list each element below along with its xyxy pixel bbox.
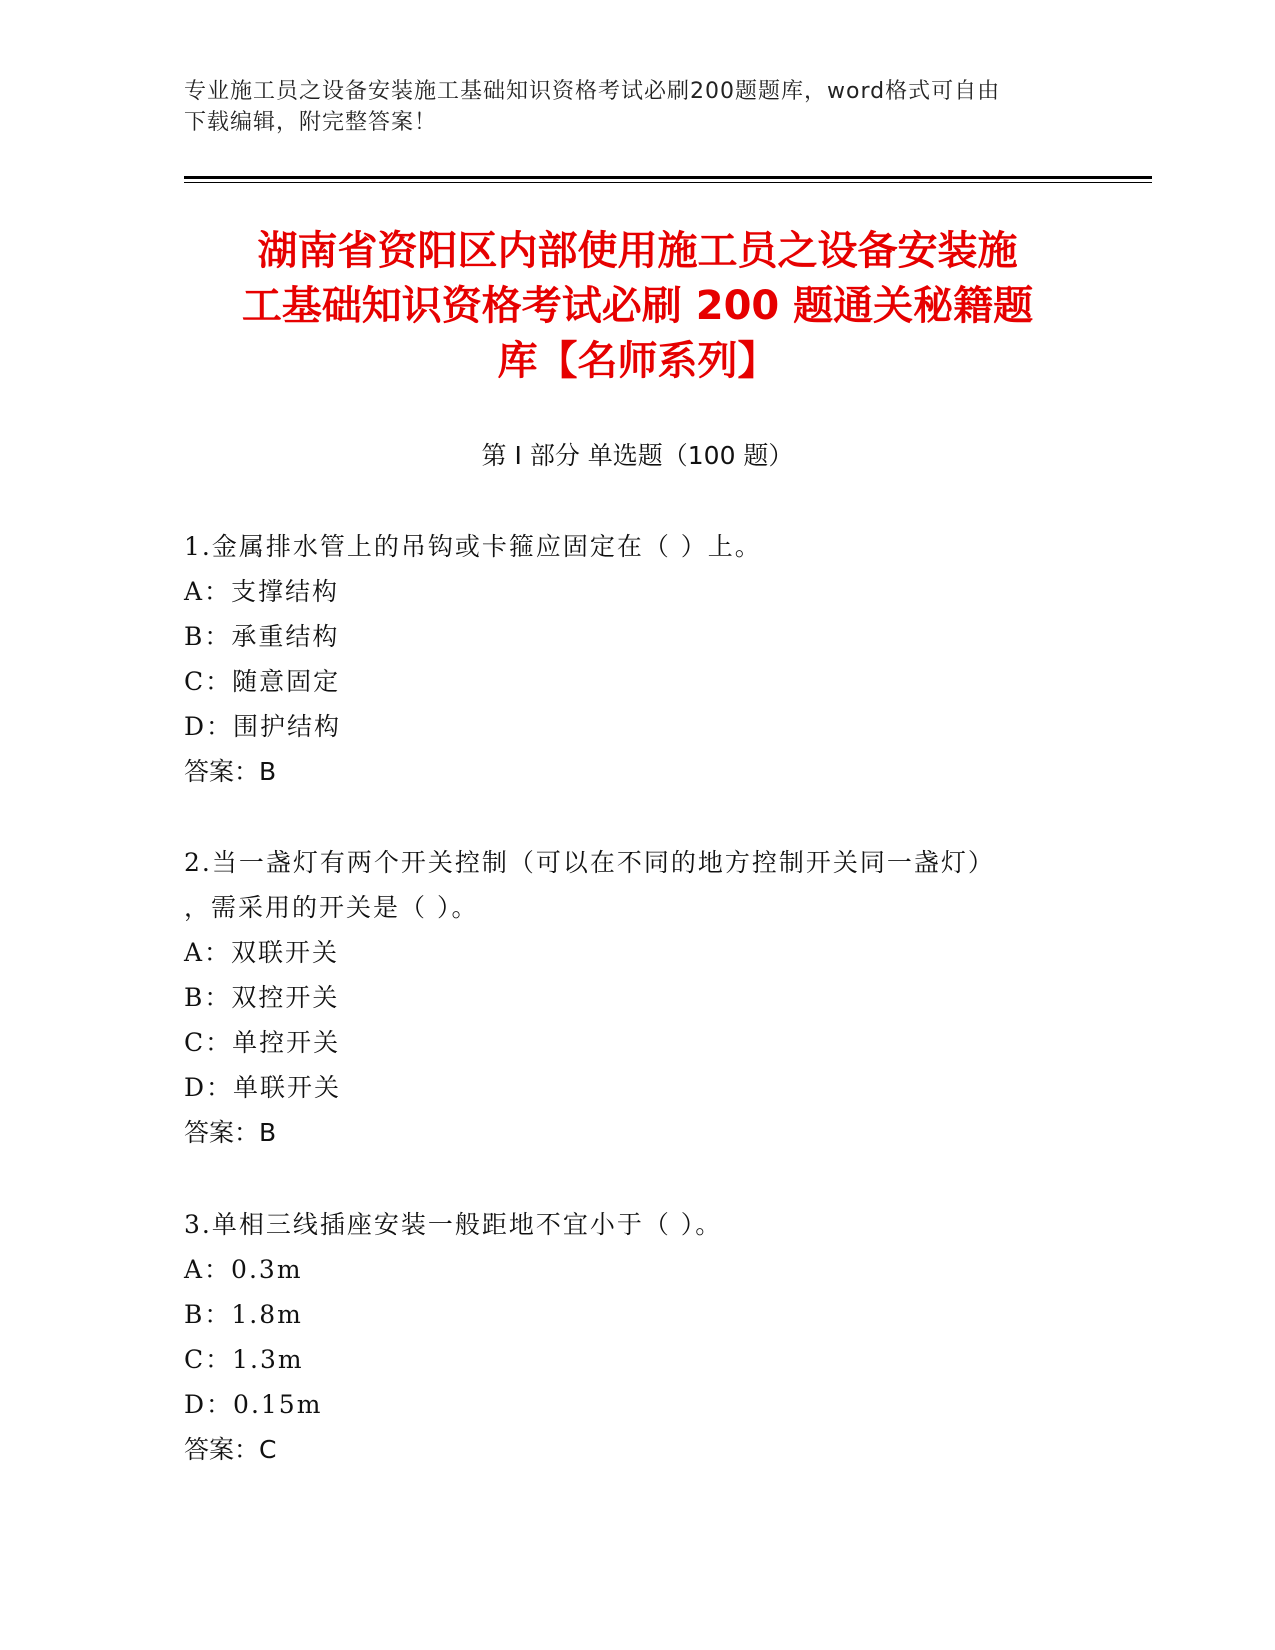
document-title-line-1: 湖南省资阳区内部使用施工员之设备安装施 <box>257 228 1018 274</box>
option-c: C：单控开关 <box>184 1028 341 1057</box>
question-stem: 2.当一盏灯有两个开关控制（可以在不同的地方控制开关同一盏灯） <box>184 848 995 877</box>
header-divider-thin <box>184 182 1152 183</box>
header-note <box>184 76 1064 138</box>
option-c: C：1.3m <box>184 1345 304 1374</box>
question-2 <box>184 840 1084 1155</box>
header-divider-thick <box>184 176 1152 179</box>
option-d: D：围护结构 <box>184 712 342 741</box>
question-stem: 1.金属排水管上的吊钩或卡箍应固定在（ ）上。 <box>184 532 762 561</box>
question-stem-continued: ，需采用的开关是（ ）。 <box>184 893 479 922</box>
header-note-line-1: 专业施工员之设备安装施工基础知识资格考试必刷200题题库，word格式可自由 <box>184 79 1001 104</box>
option-c: C：随意固定 <box>184 667 341 696</box>
option-b: B：承重结构 <box>184 622 340 651</box>
section-title: 第 I 部分 单选题（100 题） <box>481 441 794 470</box>
document-title <box>150 224 1125 389</box>
option-a: A：支撑结构 <box>184 577 340 606</box>
document-title-line-2: 工基础知识资格考试必刷 200 题通关秘籍题 <box>241 283 1034 329</box>
answer: 答案：B <box>184 1118 277 1147</box>
option-a: A：0.3m <box>184 1255 303 1284</box>
option-d: D：单联开关 <box>184 1073 342 1102</box>
option-b: B：双控开关 <box>184 983 340 1012</box>
document-title-line-3: 库【名师系列】 <box>497 338 778 384</box>
question-1 <box>184 524 1084 794</box>
answer: 答案：C <box>184 1435 277 1464</box>
header-note-line-2: 下载编辑，附完整答案！ <box>184 110 438 135</box>
option-b: B：1.8m <box>184 1300 303 1329</box>
question-3 <box>184 1202 1084 1472</box>
option-d: D：0.15m <box>184 1390 323 1419</box>
question-stem: 3.单相三线插座安装一般距地不宜小于（ ）。 <box>184 1210 723 1239</box>
option-a: A：双联开关 <box>184 938 340 967</box>
answer: 答案：B <box>184 757 277 786</box>
